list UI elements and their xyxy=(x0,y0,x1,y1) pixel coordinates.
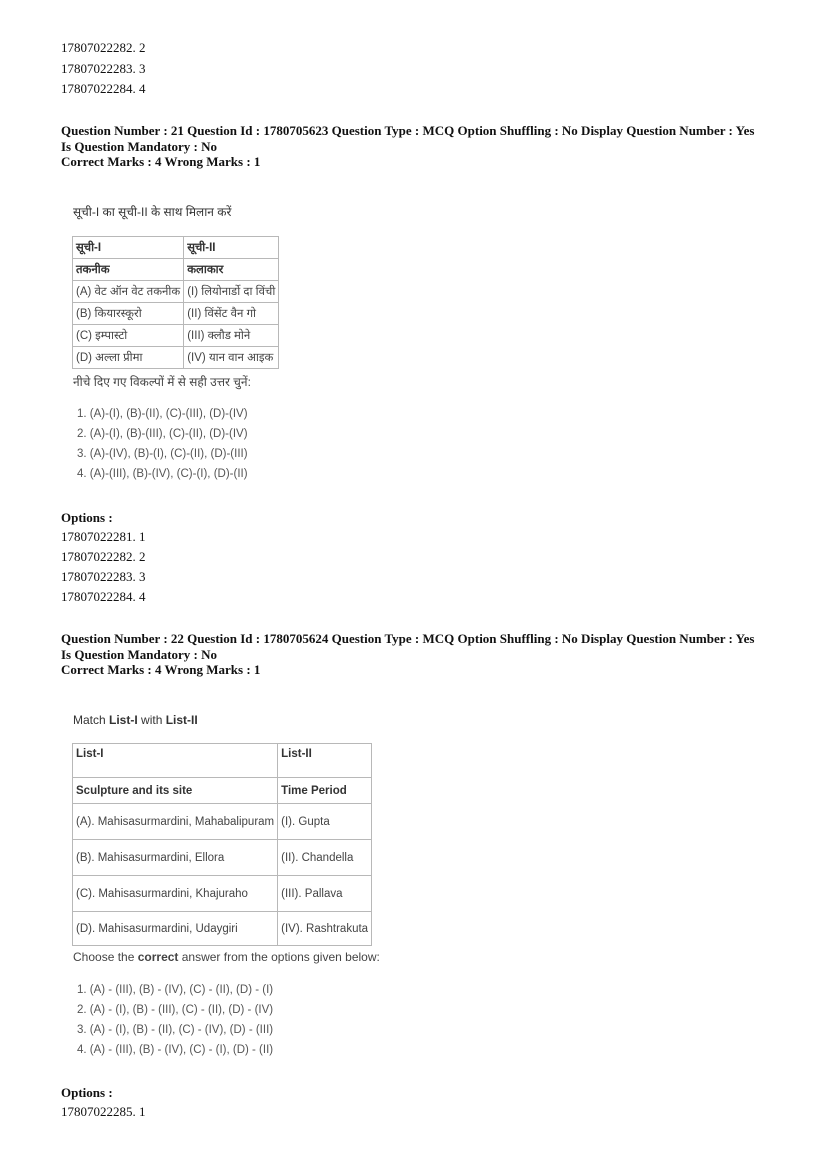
answer-choice: 1. (A)-(I), (B)-(II), (C)-(III), (D)-(IV) xyxy=(77,408,248,420)
table-row xyxy=(73,876,372,912)
option-line: 17807022282. 2 xyxy=(61,549,146,564)
heading-text: with xyxy=(137,713,166,727)
answer-choice: 4. (A) - (III), (B) - (IV), (C) - (I), (D) - (II) xyxy=(77,1044,274,1056)
match-table xyxy=(72,236,279,369)
option-line: 17807022285. 1 xyxy=(61,1104,146,1119)
question-instruction: नीचे दिए गए विकल्पों में से सही उत्तर चुनें: xyxy=(73,375,251,389)
heading-text: Match xyxy=(73,713,110,727)
table-row xyxy=(73,804,372,840)
heading-list-1: List-I xyxy=(109,713,138,727)
table-cell: (I) लियोनार्डो दा विंची xyxy=(184,281,279,303)
table-cell: (D) अल्ला प्रीमा xyxy=(73,347,184,369)
table-row xyxy=(73,347,279,369)
table-header-cell: List-I xyxy=(73,744,278,778)
table-subheader-cell: कलाकार xyxy=(184,259,279,281)
option-line: 17807022283. 3 xyxy=(61,569,146,584)
option-line: 17807022281. 1 xyxy=(61,529,146,544)
table-subheader-cell: Sculpture and its site xyxy=(73,778,278,804)
table-row xyxy=(73,281,279,303)
table-row xyxy=(73,303,279,325)
table-cell: (B) कियारस्कूरो xyxy=(73,303,184,325)
question-heading xyxy=(73,713,198,727)
question-marks: Correct Marks : 4 Wrong Marks : 1 xyxy=(61,154,261,169)
question-mandatory: Is Question Mandatory : No xyxy=(61,646,218,662)
answer-choice: 1. (A) - (III), (B) - (IV), (C) - (II), (D) - (I) xyxy=(77,984,274,996)
table-cell: (IV) यान वान आइक xyxy=(184,347,279,369)
table-cell: (III). Pallava xyxy=(278,876,372,912)
option-line: 17807022284. 4 xyxy=(61,589,146,604)
instruction-text: Choose the xyxy=(73,950,138,964)
instruction-emphasis: correct xyxy=(137,950,179,964)
option-line: 17807022282. 2 xyxy=(61,40,146,55)
table-header-cell: List-II xyxy=(278,744,372,778)
answer-choice: 2. (A)-(I), (B)-(III), (C)-(II), (D)-(IV) xyxy=(77,428,248,440)
instruction-text: answer from the options given below: xyxy=(178,950,380,964)
table-header-cell: सूची-II xyxy=(184,237,279,259)
option-line: 17807022284. 4 xyxy=(61,81,146,96)
question-meta-line: Question Number : 21 Question Id : 1780705623 Question Type : MCQ Option Shuffling : No Display Question Number : Yes xyxy=(61,123,755,138)
table-subheader-cell: तकनीक xyxy=(73,259,184,281)
match-table xyxy=(72,743,372,946)
options-label: Options : xyxy=(61,510,113,525)
table-row xyxy=(73,325,279,347)
option-line: 17807022283. 3 xyxy=(61,61,146,76)
question-mandatory: Is Question Mandatory : No xyxy=(61,138,218,154)
table-subheader-cell: Time Period xyxy=(278,778,372,804)
answer-choice: 3. (A)-(IV), (B)-(I), (C)-(II), (D)-(III) xyxy=(77,448,248,460)
table-row xyxy=(73,840,372,876)
table-cell: (A). Mahisasurmardini, Mahabalipuram xyxy=(73,804,278,840)
table-cell: (I). Gupta xyxy=(278,804,372,840)
table-cell: (A) वेट ऑन वेट तकनीक xyxy=(73,281,184,303)
table-cell: (IV). Rashtrakuta xyxy=(278,912,372,946)
heading-list-2: List-II xyxy=(165,713,198,727)
question-marks: Correct Marks : 4 Wrong Marks : 1 xyxy=(61,662,261,677)
question-heading: सूची-I का सूची-II के साथ मिलान करें xyxy=(73,205,232,219)
table-cell: (C). Mahisasurmardini, Khajuraho xyxy=(73,876,278,912)
table-cell: (II) विंसेंट वैन गो xyxy=(184,303,279,325)
answer-choice: 2. (A) - (I), (B) - (III), (C) - (II), (D) - (IV) xyxy=(77,1004,274,1016)
answer-choice: 3. (A) - (I), (B) - (II), (C) - (IV), (D) - (III) xyxy=(77,1024,274,1036)
answer-choice: 4. (A)-(III), (B)-(IV), (C)-(I), (D)-(II) xyxy=(77,468,248,480)
question-22-meta xyxy=(61,631,781,678)
question-meta-line: Question Number : 22 Question Id : 1780705624 Question Type : MCQ Option Shuffling : No Display Question Number : Yes xyxy=(61,631,755,646)
options-label: Options : xyxy=(61,1085,113,1100)
table-cell: (B). Mahisasurmardini, Ellora xyxy=(73,840,278,876)
table-cell: (D). Mahisasurmardini, Udaygiri xyxy=(73,912,278,946)
table-row xyxy=(73,912,372,946)
table-cell: (II). Chandella xyxy=(278,840,372,876)
table-header-cell: सूची-I xyxy=(73,237,184,259)
table-cell: (C) इम्पास्टो xyxy=(73,325,184,347)
question-21-meta xyxy=(61,123,781,170)
question-instruction xyxy=(73,950,380,964)
table-cell: (III) क्लौड मोने xyxy=(184,325,279,347)
